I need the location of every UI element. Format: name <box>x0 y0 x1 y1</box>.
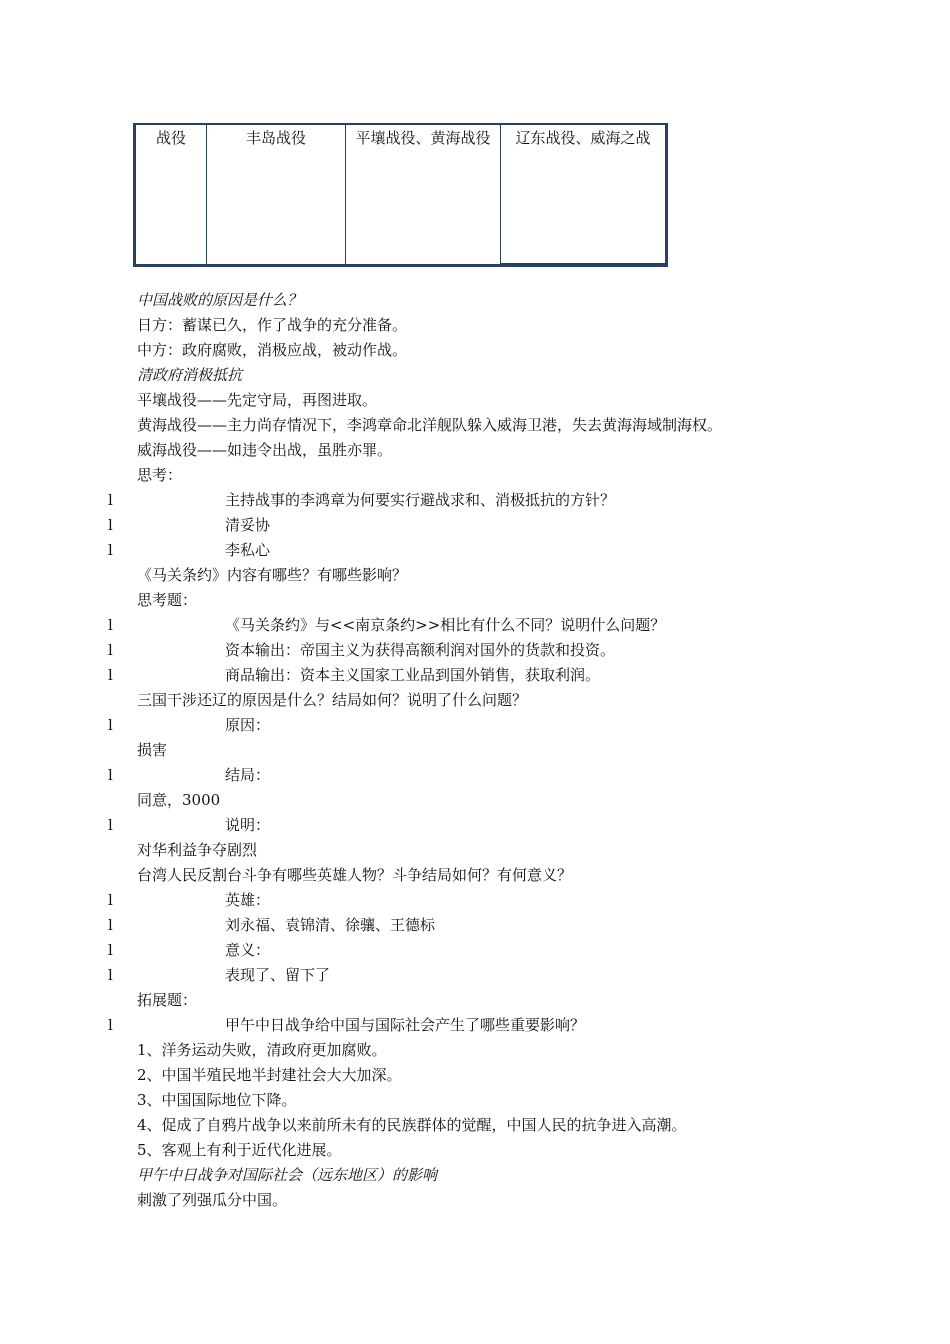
bullet-marker: l <box>108 666 113 684</box>
table-cell-fengdao: 丰岛战役 <box>207 125 346 265</box>
bullet-marker: l <box>108 941 113 959</box>
bullet-text: 刘永福、袁锦清、徐骧、王德标 <box>225 916 436 934</box>
bullet-text: 说明： <box>225 816 271 834</box>
text-line: 3、中国国际地位下降。 <box>137 1091 297 1109</box>
bullet-text: 《马关条约》与<<南京条约>>相比有什么不同？说明什么问题？ <box>225 616 666 634</box>
bullet-text: 表现了、留下了 <box>225 966 331 984</box>
section-heading: 清政府消极抵抗 <box>137 366 243 384</box>
bullet-text: 英雄： <box>225 891 271 909</box>
bullet-marker: l <box>108 641 113 659</box>
bullet-marker: l <box>108 966 113 984</box>
text-line: 中方：政府腐败，消极应战，被动作战。 <box>137 341 408 359</box>
bullet-marker: l <box>108 916 113 934</box>
bullet-marker: l <box>108 891 113 909</box>
battles-table <box>134 124 667 266</box>
bullet-marker: l <box>108 766 113 784</box>
text-line: 威海战役——如违令出战，虽胜亦罪。 <box>137 441 393 459</box>
table-row <box>135 125 666 265</box>
text-line: 台湾人民反割台斗争有哪些英雄人物？斗争结局如何？有何意义？ <box>137 866 573 884</box>
text-line: 《马关条约》内容有哪些？有哪些影响？ <box>137 566 408 584</box>
text-line: 2、中国半殖民地半封建社会大大加深。 <box>137 1066 402 1084</box>
bullet-text: 清妥协 <box>225 516 271 534</box>
bullet-marker: l <box>108 1016 113 1034</box>
table-cell-liaodong-weihai: 辽东战役、威海之战 <box>501 125 667 265</box>
bullet-marker: l <box>108 716 113 734</box>
text-line: 日方：蓄谋已久，作了战争的充分准备。 <box>137 316 408 334</box>
text-line: 平壤战役——先定守局，再图进取。 <box>137 391 378 409</box>
text-line: 拓展题： <box>137 991 198 1009</box>
bullet-text: 意义： <box>225 941 271 959</box>
bullet-text: 李私心 <box>225 541 271 559</box>
text-line: 损害 <box>137 741 168 759</box>
bullet-text: 主持战事的李鸿章为何要实行避战求和、消极抵抗的方针？ <box>225 491 616 509</box>
bullet-marker: l <box>108 516 113 534</box>
bullet-marker: l <box>108 816 113 834</box>
text-line: 刺激了列强瓜分中国。 <box>137 1191 288 1209</box>
section-heading: 中国战败的原因是什么？ <box>137 291 303 309</box>
bullet-marker: l <box>108 541 113 559</box>
text-line: 1、洋务运动失败，清政府更加腐败。 <box>137 1041 387 1059</box>
table-cell-pingrang-huanghai: 平壤战役、黄海战役 <box>346 125 501 265</box>
text-line: 思考题： <box>137 591 198 609</box>
bullet-marker: l <box>108 616 113 634</box>
text-line: 三国干涉还辽的原因是什么？结局如何？说明了什么问题？ <box>137 691 528 709</box>
text-line: 黄海战役——主力尚存情况下，李鸿章命北洋舰队躲入威海卫港，失去黄海海域制海权。 <box>137 416 723 434</box>
text-line: 对华利益争夺剧烈 <box>137 841 258 859</box>
text-line: 同意，3000 <box>137 791 221 809</box>
text-line: 5、客观上有利于近代化进展。 <box>137 1141 342 1159</box>
bullet-marker: l <box>108 491 113 509</box>
bullet-text: 结局： <box>225 766 271 784</box>
section-heading: 甲午中日战争对国际社会（远东地区）的影响 <box>137 1166 438 1184</box>
bullet-text: 甲午中日战争给中国与国际社会产生了哪些重要影响？ <box>225 1016 586 1034</box>
bullet-text: 商品输出：资本主义国家工业品到国外销售，获取利润。 <box>225 666 601 684</box>
text-line: 思考： <box>137 466 183 484</box>
table-cell-battle: 战役 <box>135 125 207 265</box>
bullet-text: 资本输出：帝国主义为获得高额利润对国外的货款和投资。 <box>225 641 616 659</box>
bullet-text: 原因： <box>225 716 271 734</box>
text-line: 4、促成了自鸦片战争以来前所未有的民族群体的觉醒，中国人民的抗争进入高潮。 <box>137 1116 687 1134</box>
